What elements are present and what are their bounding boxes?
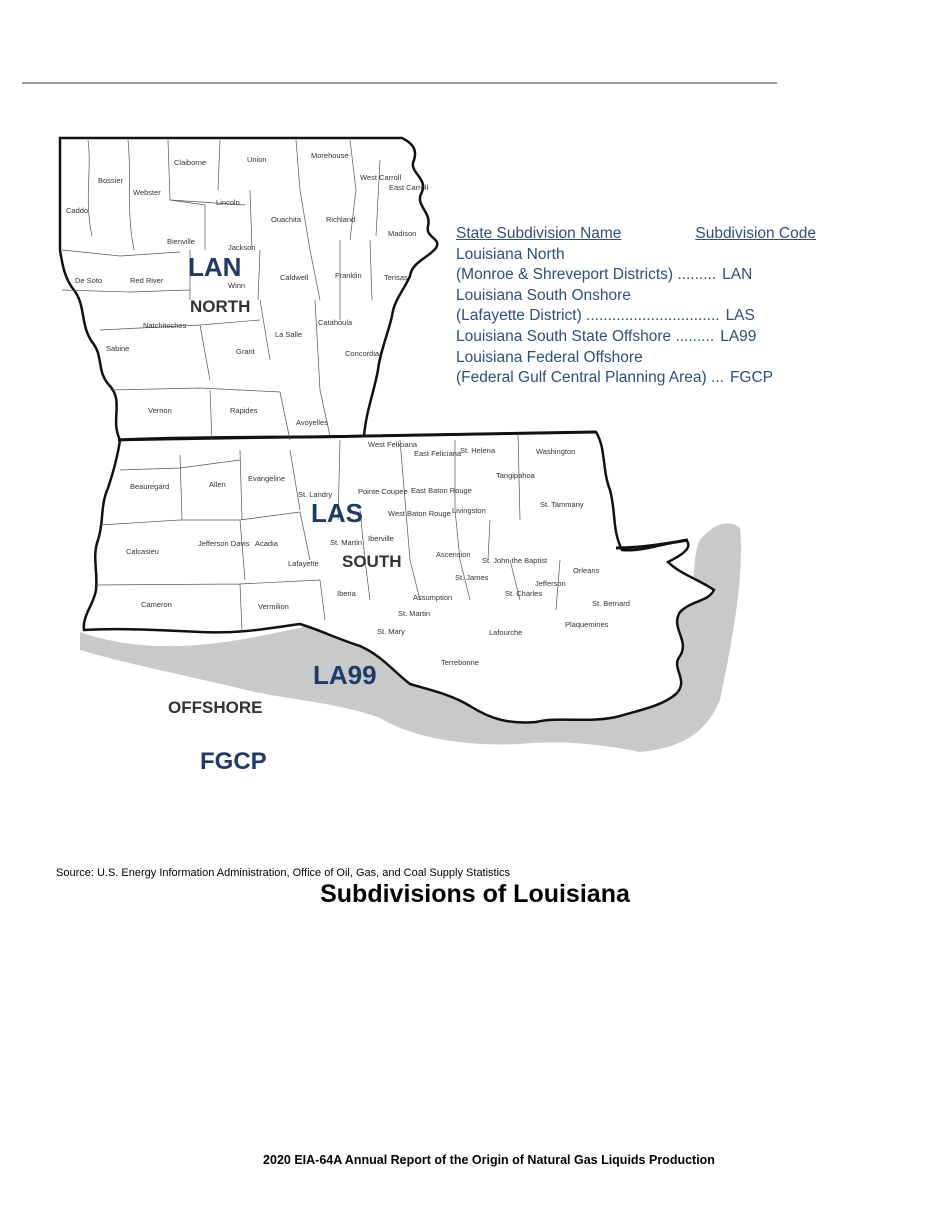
county-label: De Soto (75, 276, 103, 285)
county-label: Plaquemines (565, 620, 609, 629)
legend-row (456, 286, 836, 307)
county-label: Richland (326, 215, 356, 224)
county-label: Assumption (413, 593, 453, 602)
county-label: Washington (536, 447, 576, 456)
county-label: Lincoln (216, 198, 240, 207)
legend-header (456, 224, 836, 245)
region-south: SOUTH (342, 552, 402, 571)
county-label: St. Helena (460, 446, 496, 455)
county-label: Orleans (573, 566, 600, 575)
county-label: La Salle (275, 330, 303, 339)
county-label: Grant (236, 347, 255, 356)
county-label: Catahoula (318, 318, 353, 327)
county-label: Natchitoches (143, 321, 187, 330)
county-label: Sabine (106, 344, 130, 353)
legend-row-name: (Monroe & Shreveport Districts) ......... (456, 266, 717, 284)
county-label: Jackson (228, 243, 256, 252)
county-label: Ouachita (271, 215, 302, 224)
legend-header-code: Subdivision Code (695, 225, 816, 242)
report-footer: 2020 EIA-64A Annual Report of the Origin of Natural Gas Liquids Production (263, 1153, 715, 1167)
county-label: Tensas (384, 273, 408, 282)
county-label: St. Landry (298, 490, 333, 499)
county-label: Concordia (345, 349, 380, 358)
county-label: Caldwell (280, 273, 309, 282)
county-label: Bienville (167, 237, 195, 246)
county-label: East Baton Rouge (411, 486, 472, 495)
county-label: Avoyelles (296, 418, 328, 427)
county-label: East Feliciana (414, 449, 462, 458)
region-north: NORTH (190, 297, 251, 316)
county-label: Madison (388, 229, 417, 238)
county-label: Vernon (148, 406, 172, 415)
legend-row-name: Louisiana Federal Offshore (456, 348, 643, 366)
county-label: Lafayette (288, 559, 319, 568)
county-label: St. Martin (398, 609, 431, 618)
county-label: Terrebonne (441, 658, 479, 667)
legend-row (456, 348, 836, 369)
county-label: Cameron (141, 600, 172, 609)
county-label: Evangeline (248, 474, 286, 483)
county-label: Jefferson Davis (198, 539, 250, 548)
county-label: Calcasieu (126, 547, 159, 556)
code-lan: LAN (188, 252, 242, 282)
legend-row-name: Louisiana North (456, 245, 565, 263)
legend-row-code: LAN (722, 266, 753, 284)
legend-row (456, 368, 836, 389)
county-label: St. James (455, 573, 489, 582)
legend-header-name: State Subdivision Name (456, 225, 622, 242)
county-label: Iberia (337, 589, 356, 598)
legend-row (456, 306, 836, 327)
county-label: West Carroll (360, 173, 402, 182)
county-label: Tangipahoa (496, 471, 535, 480)
legend-row-name: Louisiana South State Offshore ......... (456, 327, 715, 345)
legend-row-name: (Federal Gulf Central Planning Area) ... (456, 369, 724, 387)
figure-title: Subdivisions of Louisiana (320, 880, 630, 908)
county-label: Caddo (66, 206, 89, 215)
county-label: Livingston (452, 506, 486, 515)
legend-row (456, 265, 836, 286)
county-label: Acadia (255, 539, 278, 548)
legend-row-name: Louisiana South Onshore (456, 286, 631, 304)
county-label: St. Tammany (540, 500, 584, 509)
county-label: St. Bernard (592, 599, 630, 608)
county-label: Pointe Coupee (358, 487, 408, 496)
legend-row-name: (Lafayette District) ............................... (456, 307, 720, 325)
region-offshore: OFFSHORE (168, 698, 263, 717)
legend-row-code: LAS (725, 307, 755, 325)
county-label: Morehouse (311, 151, 349, 160)
county-label: Ascension (436, 550, 471, 559)
county-label: Winn (228, 281, 246, 290)
county-label: Rapides (230, 406, 258, 415)
county-label: St. Charles (505, 589, 543, 598)
subdivision-legend (456, 224, 836, 389)
county-label: Jefferson (535, 579, 566, 588)
legend-row-code: LA99 (720, 327, 757, 345)
county-label: St. John the Baptist (482, 556, 548, 565)
county-label: Lafourche (489, 628, 523, 637)
county-label: Franklin (335, 271, 362, 280)
county-label: West Feliciana (368, 440, 418, 449)
county-label: St. Mary (377, 627, 405, 636)
legend-row (456, 245, 836, 266)
county-label: St. Martin (330, 538, 363, 547)
county-label: Claiborne (174, 158, 207, 167)
county-label: Union (247, 155, 267, 164)
county-label: Bossier (98, 176, 124, 185)
code-las: LAS (311, 498, 363, 528)
legend-row (456, 327, 836, 348)
code-la99: LA99 (313, 660, 377, 690)
county-label: Allen (209, 480, 226, 489)
county-label: Iberville (368, 534, 394, 543)
county-label: East Carroll (389, 183, 429, 192)
county-label: Vermilion (258, 602, 289, 611)
source-note: Source: U.S. Energy Information Administration, Office of Oil, Gas, and Coal Supply Statistics (56, 867, 511, 879)
county-label: West Baton Rouge (388, 509, 451, 518)
code-fgcp: FGCP (200, 748, 267, 775)
county-label: Beauregard (130, 482, 170, 491)
county-label: Red River (130, 276, 164, 285)
county-label: Webster (133, 188, 161, 197)
legend-row-code: FGCP (729, 369, 773, 387)
